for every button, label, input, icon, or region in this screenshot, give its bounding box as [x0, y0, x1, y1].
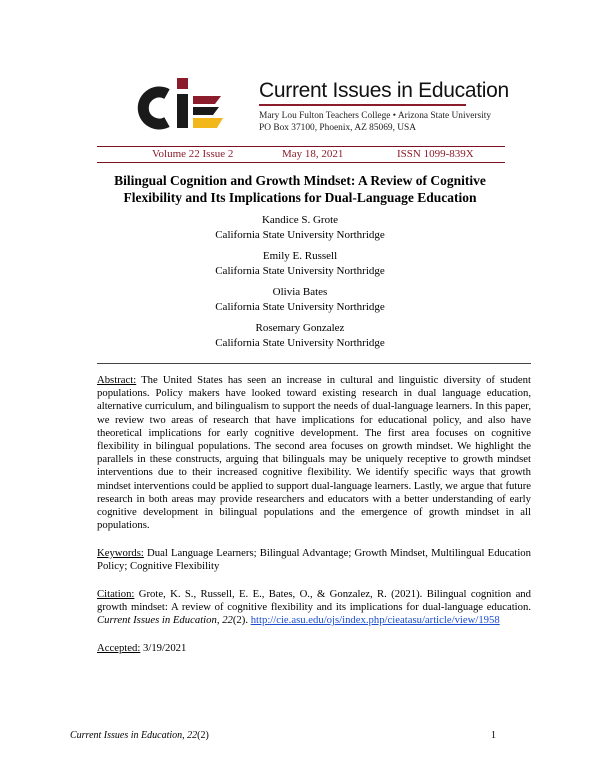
journal-address — [259, 110, 491, 134]
author-affiliation: California State University Northridge — [215, 265, 385, 277]
author-name: Emily E. Russell — [262, 250, 338, 262]
logo-stripe-maroon — [193, 96, 221, 104]
citation-label: Citation: — [97, 588, 135, 600]
author-name: Olivia Bates — [272, 286, 328, 298]
author-affiliation: California State University Northridge — [215, 229, 385, 241]
citation-url-link[interactable]: http://cie.asu.edu/ojs/index.php/cieatasu/article/view/1958 — [250, 614, 500, 627]
logo-letter-c — [143, 92, 167, 124]
author-affiliation: California State University Northridge — [215, 337, 385, 349]
abstract — [97, 374, 531, 532]
citation-text: Grote, K. S., Russell, E. E., Bates, O., & Gonzalez, R. (2021). Bilingual cognition and growth mindset: A review of cognitive flexibility and its implications for dual-language education. — [97, 588, 531, 614]
accepted-label: Accepted: — [97, 642, 141, 654]
author-block — [100, 249, 500, 279]
title-line-1: Bilingual Cognition and Growth Mindset: A Review of Cognitive — [114, 173, 486, 188]
title-line-2: Flexibility and Its Implications for Dual-Language Education — [123, 190, 477, 205]
abstract-label: Abstract: — [97, 374, 137, 386]
author-affiliation: California State University Northridge — [215, 301, 385, 313]
author-name: Rosemary Gonzalez — [255, 322, 345, 334]
accepted — [97, 642, 531, 655]
citation-volume: 22 — [222, 614, 233, 627]
abstract-text: The United States has seen an increase in cultural and linguistic diversity of student populations. Policy makers have looked toward existing research in dual language education, alternative curriculum, and bilingualism to support the needs of dual-language learners. In this paper, we review two areas of research that have implications for educational policy, and also have theoretical implications for early cognitive development. The first area focuses on cognitive flexibility in bilingual populations. The second area focuses on growth mindset. We highlight the parallels in these constructs, arguing that bilinguals may be uniquely receptive to growth mindset interventions due to their increased cognitive flexibility. We identify specific ways that growth mindset interventions could be applied to support dual-language learners. Lastly, we argue that future research in both areas may provide researchers and educators with a better understanding of early cognitive development in bilingual populations and the emergence of growth mindset in all populations. — [97, 374, 531, 532]
citation-sep: , — [216, 614, 223, 627]
logo-letter-i-dot — [177, 78, 188, 89]
citation — [97, 588, 531, 628]
keywords — [97, 547, 531, 573]
logo-stripe-black — [193, 107, 219, 115]
volume-issue: Volume 22 Issue 2 — [152, 148, 234, 160]
author-block — [100, 213, 500, 243]
author-list — [100, 213, 500, 357]
running-footer — [70, 730, 209, 741]
author-name: Kandice S. Grote — [261, 214, 339, 226]
publication-date: May 18, 2021 — [282, 148, 344, 160]
footer-sep: , — [182, 730, 188, 741]
citation-issue: (2). — [232, 614, 251, 627]
author-block — [100, 321, 500, 351]
page-number: 1 — [491, 730, 496, 741]
article-title — [80, 172, 520, 206]
address-line-2: PO Box 37100, Phoenix, AZ 85069, USA — [259, 123, 417, 133]
citation-journal: Current Issues in Education — [97, 614, 217, 627]
footer-volume: 22 — [187, 730, 198, 741]
journal-title-rule — [259, 104, 466, 106]
cie-logo — [135, 72, 225, 134]
section-divider — [97, 363, 531, 364]
journal-title: Current Issues in Education — [259, 79, 509, 102]
issn: ISSN 1099-839X — [397, 148, 474, 160]
logo-letter-i-stem — [177, 94, 188, 128]
footer-journal: Current Issues in Education — [70, 730, 183, 741]
address-line-1: Mary Lou Fulton Teachers College • Arizona State University — [259, 111, 492, 121]
accepted-date: 3/19/2021 — [140, 642, 187, 654]
meta-rule-bottom — [97, 162, 505, 163]
meta-rule-top — [97, 146, 505, 147]
keywords-text: Dual Language Learners; Bilingual Advantage; Growth Mindset, Multilingual Education Policy; Cognitive Flexibility — [97, 547, 531, 573]
logo-stripe-gold — [193, 118, 223, 128]
author-block — [100, 285, 500, 315]
footer-issue: (2) — [197, 730, 209, 741]
keywords-label: Keywords: — [97, 547, 144, 559]
